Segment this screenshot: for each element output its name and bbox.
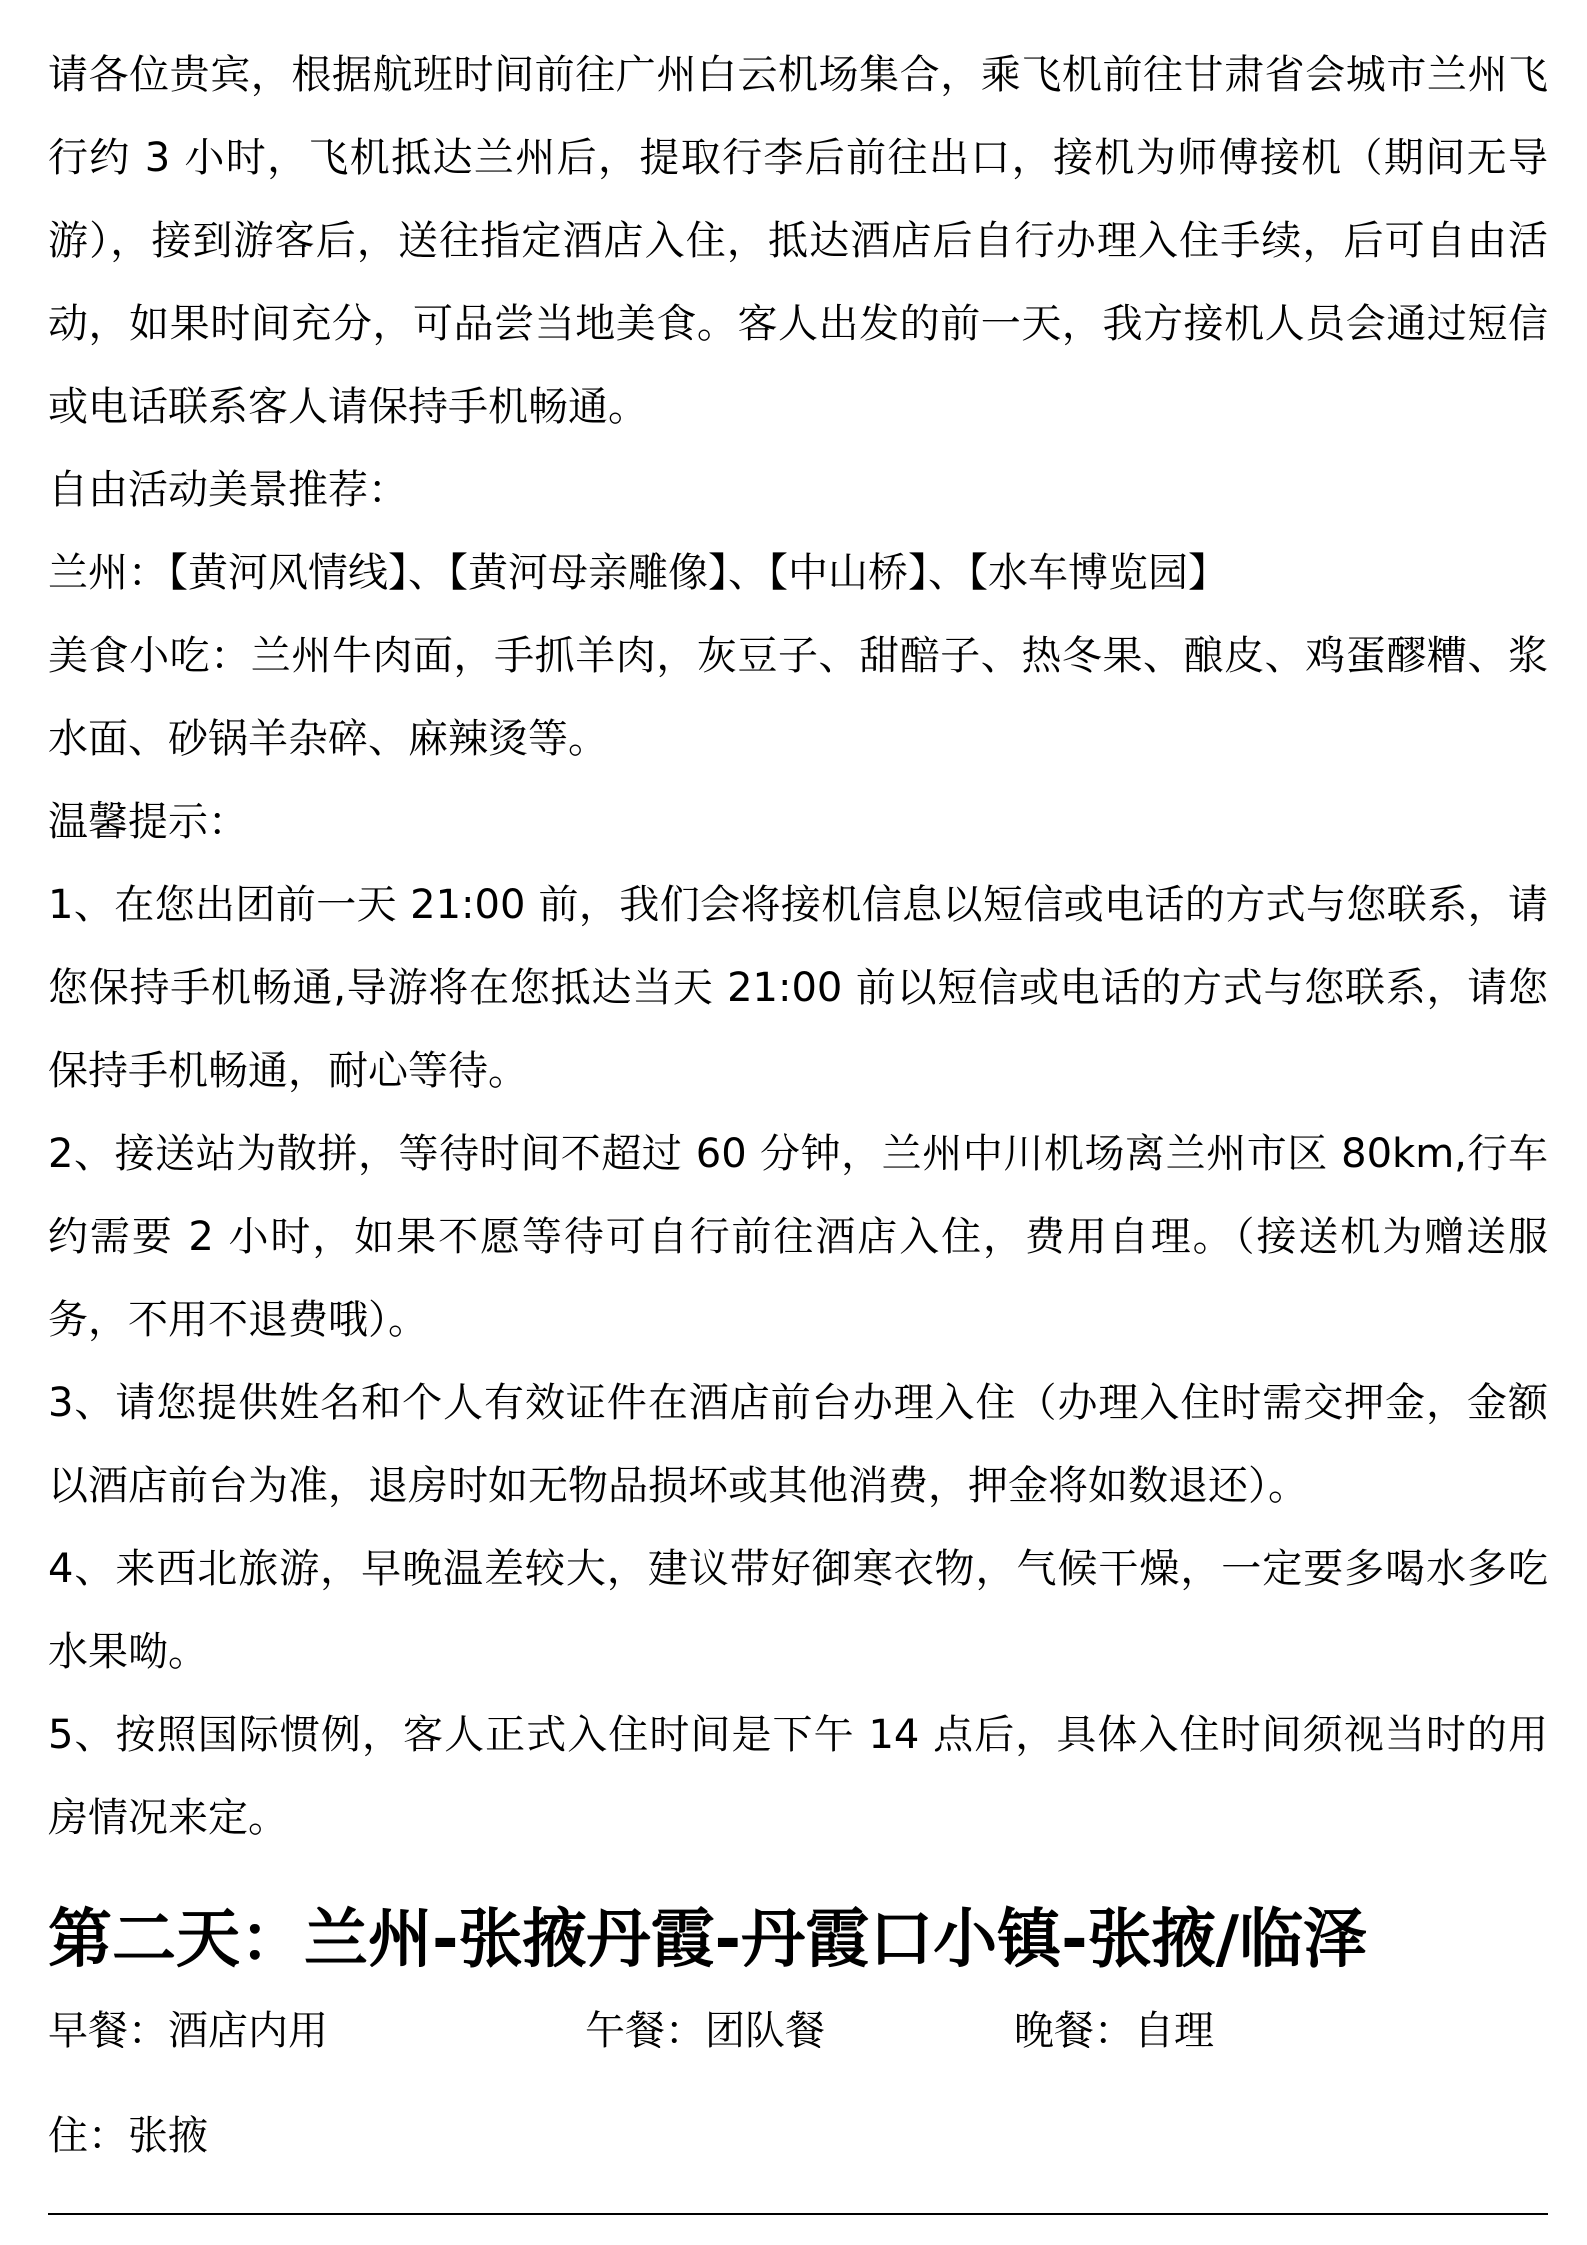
tip-item-2: 2、接送站为散拼，等待时间不超过 60 分钟，兰州中川机场离兰州市区 80km,行车约需要 2 小时，如果不愿等待可自行前往酒店入住，费用自理。（接送机为赠送服务，不用不退费哦）。 bbox=[48, 1131, 1548, 1343]
food-snacks: 美食小吃：兰州牛肉面，手抓羊肉，灰豆子、甜醅子、热冬果、酿皮、鸡蛋醪糟、浆水面、砂锅羊杂碎、麻辣烫等。 bbox=[48, 633, 1548, 762]
day2-meals bbox=[48, 1990, 1548, 2073]
recommend-heading: 自由活动美景推荐： bbox=[48, 467, 408, 513]
dinner-info: 晚餐：自理 bbox=[1014, 2008, 1214, 2054]
tip-item-1: 1、在您出团前一天 21:00 前，我们会将接机信息以短信或电话的方式与您联系，请您保持手机畅通,导游将在您抵达当天 21:00 前以短信或电话的方式与您联系，请您保持手机畅通，耐心等待。 bbox=[48, 882, 1548, 1094]
day2-title: 第二天：兰州-张掖丹霞-丹霞口小镇-张掖/临泽 bbox=[48, 1903, 1368, 1977]
tips-heading: 温馨提示： bbox=[48, 799, 248, 845]
breakfast-info: 早餐：酒店内用 bbox=[48, 2008, 328, 2054]
lunch-info: 午餐：团队餐 bbox=[585, 2008, 825, 2054]
lanzhou-sights: 兰州：【黄河风情线】、【黄河母亲雕像】、【中山桥】、【水车博览园】 bbox=[48, 550, 1228, 596]
day2-accommodation: 住：张掖 bbox=[48, 2113, 208, 2159]
document-page bbox=[48, 34, 1548, 2178]
section-divider bbox=[48, 2213, 1548, 2215]
tip-item-3: 3、请您提供姓名和个人有效证件在酒店前台办理入住（办理入住时需交押金，金额以酒店前台为准，退房时如无物品损坏或其他消费，押金将如数退还）。 bbox=[48, 1380, 1548, 1509]
intro-paragraph: 请各位贵宾，根据航班时间前往广州白云机场集合，乘飞机前往甘肃省会城市兰州飞行约 3 小时，飞机抵达兰州后，提取行李后前往出口，接机为师傅接机（期间无导游），接到游客后，送往指定酒店入住，抵达酒店后自行办理入住手续，后可自由活动，如果时间充分，可品尝当地美食。客人出发的前一天，我方接机人员会通过短信或电话联系客人请保持手机畅通。 bbox=[48, 52, 1548, 430]
tip-item-5: 5、按照国际惯例，客人正式入住时间是下午 14 点后，具体入住时间须视当时的用房情况来定。 bbox=[48, 1712, 1548, 1841]
tip-item-4: 4、来西北旅游，早晚温差较大，建议带好御寒衣物，气候干燥，一定要多喝水多吃水果呦。 bbox=[48, 1546, 1548, 1675]
